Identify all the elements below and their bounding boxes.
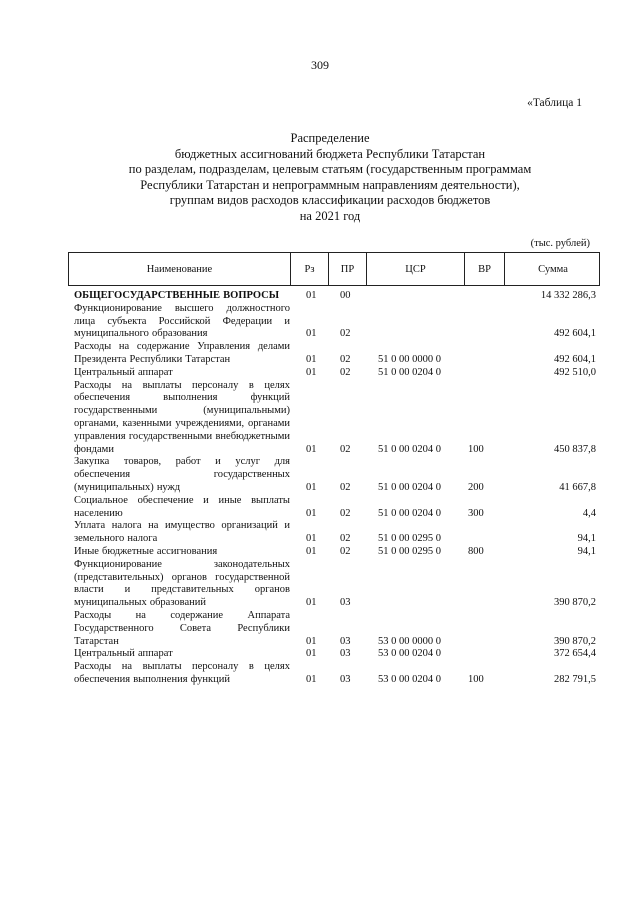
row-pr: 02 — [340, 366, 351, 378]
header-vr: ВР — [465, 253, 505, 285]
row-csr: 51 0 00 0204 0 — [378, 507, 441, 519]
row-sum: 390 870,2 — [554, 635, 596, 647]
row-name: Социальное обеспечение и иные выплаты населению — [74, 494, 290, 519]
title-line: Республики Татарстан и непрограммным направлениям деятельности), — [140, 177, 520, 192]
row-pr: 02 — [340, 545, 351, 557]
table-row — [74, 520, 600, 546]
header-csr: ЦСР — [367, 253, 465, 285]
row-pr: 00 — [340, 290, 351, 301]
table-row — [74, 559, 600, 610]
row-vr: 200 — [468, 481, 484, 493]
row-rz: 01 — [306, 648, 317, 660]
row-sum: 372 654,4 — [554, 648, 596, 660]
row-name: Функционирование высшего должностного лица субъекта Российской Федерации и муниципального образования — [74, 302, 290, 340]
row-vr: 100 — [468, 673, 484, 685]
row-rz: 01 — [306, 290, 317, 301]
row-name: Уплата налога на имущество организаций и земельного налога — [74, 520, 290, 545]
row-sum: 14 332 286,3 — [540, 290, 596, 301]
row-rz: 01 — [306, 353, 317, 365]
row-rz: 01 — [306, 673, 317, 685]
row-name: Центральный аппарат — [74, 366, 173, 378]
units-label: (тыс. рублей) — [530, 238, 590, 249]
row-name: Центральный аппарат — [74, 648, 173, 660]
table-body — [74, 290, 600, 687]
row-sum: 4,4 — [582, 507, 596, 519]
row-vr: 800 — [468, 545, 484, 557]
row-csr: 51 0 00 0295 0 — [378, 533, 441, 545]
row-csr: 51 0 00 0000 0 — [378, 353, 441, 365]
title-line: группам видов расходов классификации расходов бюджетов — [169, 193, 491, 208]
table-row — [74, 456, 600, 494]
row-sum: 94,1 — [577, 533, 596, 545]
table-header — [68, 252, 600, 286]
row-sum: 492 604,1 — [554, 353, 596, 365]
row-sum: 282 791,5 — [554, 673, 596, 685]
row-pr: 02 — [340, 481, 351, 493]
row-sum: 492 604,1 — [554, 328, 596, 340]
table-row — [74, 367, 600, 380]
row-name: Расходы на содержание Аппарата Государственного Совета Республики Татарстан — [74, 609, 290, 647]
row-csr: 51 0 00 0295 0 — [378, 545, 441, 557]
title-line: на 2021 год — [299, 208, 361, 223]
header-pr: ПР — [329, 253, 367, 285]
row-name: Расходы на выплаты персоналу в целях обеспечения выполнения функций — [74, 661, 290, 685]
table-row — [74, 610, 600, 648]
row-sum: 390 870,2 — [554, 597, 596, 609]
table-row — [74, 648, 600, 661]
table-row — [74, 290, 600, 303]
row-name: Расходы на содержание Управления делами Президента Республики Татарстан — [74, 341, 290, 365]
row-csr: 51 0 00 0204 0 — [378, 366, 441, 378]
table-row — [74, 546, 600, 559]
row-rz: 01 — [306, 635, 317, 647]
title-line: бюджетных ассигнований бюджета Республики Татарстан — [174, 146, 486, 161]
row-rz: 01 — [306, 507, 317, 519]
row-rz: 01 — [306, 481, 317, 493]
row-name: Функционирование законодательных (представительных) органов государственной власти и представительных органов муниципальных образований — [74, 558, 290, 609]
row-name: Закупка товаров, работ и услуг для обеспечения государственных (муниципальных) нужд — [74, 456, 290, 493]
row-rz: 01 — [306, 545, 317, 557]
row-pr: 02 — [340, 507, 351, 519]
table-row — [74, 495, 600, 521]
title-line: Распределение — [290, 131, 370, 145]
title-line: по разделам, подразделам, целевым статьям (государственным программам — [128, 162, 532, 177]
page-number: 309 — [311, 58, 329, 72]
row-vr: 300 — [468, 507, 484, 519]
row-pr: 02 — [340, 443, 351, 455]
row-pr: 03 — [340, 673, 351, 685]
row-name: Иные бюджетные ассигнования — [74, 545, 218, 557]
row-pr: 02 — [340, 353, 351, 365]
table-row — [74, 380, 600, 457]
table-label: «Таблица 1 — [527, 97, 582, 109]
row-csr: 53 0 00 0204 0 — [378, 673, 441, 685]
row-rz: 01 — [306, 597, 317, 609]
row-name: Расходы на выплаты персоналу в целях обеспечения выполнения функций государственными (муниципальными) органами, казенными учреждениями, органами управления государственными внебюджетными фондами — [74, 379, 290, 455]
row-pr: 02 — [340, 328, 351, 340]
row-sum: 41 667,8 — [559, 481, 596, 493]
row-csr: 53 0 00 0204 0 — [378, 648, 441, 660]
row-rz: 01 — [306, 328, 317, 340]
row-pr: 02 — [340, 533, 351, 545]
table-title — [60, 131, 600, 225]
row-sum: 450 837,8 — [554, 443, 596, 455]
row-pr: 03 — [340, 648, 351, 660]
row-rz: 01 — [306, 366, 317, 378]
header-sum: Сумма — [538, 263, 568, 275]
row-rz: 01 — [306, 533, 317, 545]
table-row — [74, 661, 600, 687]
row-pr: 03 — [340, 635, 351, 647]
row-rz: 01 — [306, 443, 317, 455]
row-csr: 53 0 00 0000 0 — [378, 635, 441, 647]
row-sum: 94,1 — [577, 545, 596, 557]
table-row — [74, 303, 600, 341]
table-row — [74, 341, 600, 367]
row-vr: 100 — [468, 443, 484, 455]
row-pr: 03 — [340, 597, 351, 609]
row-csr: 51 0 00 0204 0 — [378, 443, 441, 455]
row-csr: 51 0 00 0204 0 — [378, 481, 441, 493]
header-rz: Рз — [291, 253, 329, 285]
row-name: ОБЩЕГОСУДАРСТВЕННЫЕ ВОПРОСЫ — [74, 290, 280, 301]
header-name: Наименование — [69, 253, 291, 285]
row-sum: 492 510,0 — [554, 366, 596, 378]
